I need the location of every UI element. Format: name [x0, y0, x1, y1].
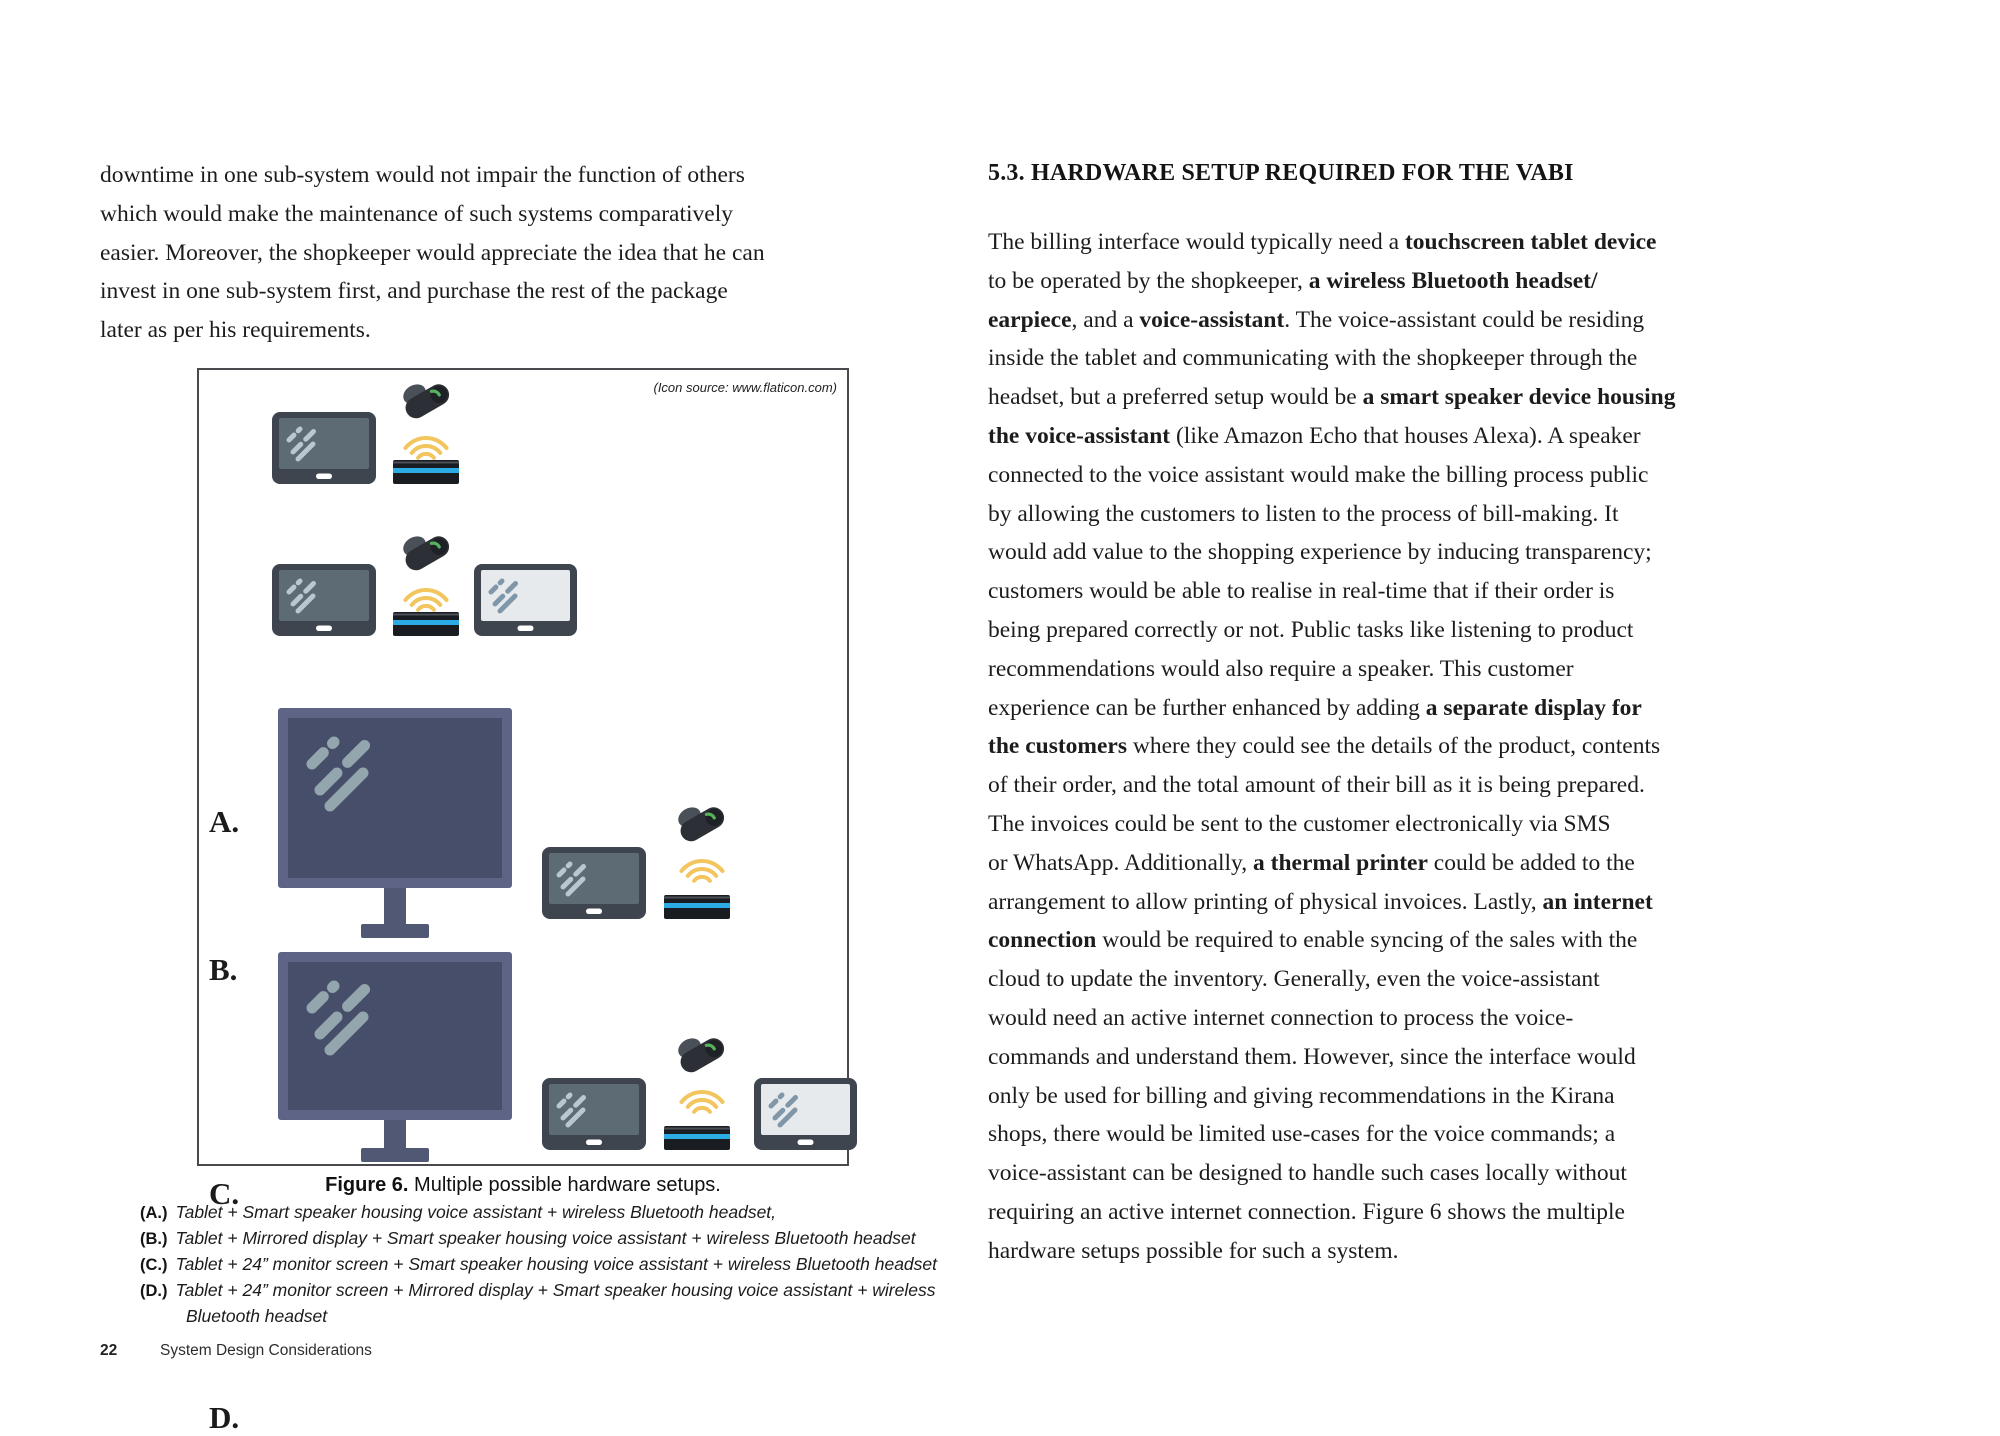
text-line: would need an active internet connection to process the voice- [988, 1004, 1574, 1031]
smart-speaker-icon [664, 1126, 730, 1150]
wifi-waves-icon [402, 584, 450, 614]
text-line: invest in one sub-system first, and purchase the rest of the package [100, 278, 728, 305]
icon-source-note: (Icon source: www.flaticon.com) [653, 380, 837, 395]
smart-speaker-icon [393, 460, 459, 484]
figure-item-line [140, 1254, 937, 1275]
text-line: experience can be further enhanced by adding a separate display for [988, 694, 1642, 721]
text-line: of their order, and the total amount of their bill as it is being prepared. [988, 772, 1645, 799]
text-line: customers would be able to realise in real-time that if their order is [988, 578, 1615, 605]
text-line: later as per his requirements. [100, 317, 371, 344]
text-line: or WhatsApp. Additionally, a thermal printer could be added to the [988, 849, 1635, 876]
text-line: The invoices could be sent to the customer electronically via SMS [988, 810, 1611, 837]
text-line: inside the tablet and communicating with the shopkeeper through the [988, 345, 1638, 372]
mirrored-display-icon [754, 1078, 857, 1150]
figure-item-text: Tablet + Smart speaker housing voice assistant + wireless Bluetooth headset, [175, 1202, 777, 1222]
monitor-icon [278, 708, 512, 938]
left-column-paragraph [100, 156, 765, 350]
figure-row-label-b: B. [209, 952, 238, 987]
bluetooth-headset-icon [675, 1028, 727, 1074]
text-line: which would make the maintenance of such systems comparatively [100, 200, 734, 227]
text-line: connected to the voice assistant would make the billing process public [988, 461, 1649, 488]
text-line: shops, there would be limited use-cases for the voice commands; a [988, 1121, 1616, 1148]
text-line: commands and understand them. However, since the interface would [988, 1043, 1636, 1070]
bluetooth-headset-icon [400, 526, 452, 572]
text-line: would add value to the shopping experience by inducing transparency; [988, 539, 1652, 566]
text-line: cloud to update the inventory. Generally, even the voice-assistant [988, 966, 1600, 993]
tablet-icon [272, 564, 376, 636]
bluetooth-headset-icon [400, 374, 452, 420]
text-line: earpiece, and a voice-assistant. The voice-assistant could be residing [988, 306, 1645, 333]
figure-item-text: Tablet + 24” monitor screen + Mirrored display + Smart speaker housing voice assistant + wireless [175, 1280, 936, 1300]
smart-speaker-icon [393, 612, 459, 636]
text-line: only be used for billing and giving recommendations in the Kirana [988, 1082, 1615, 1109]
figure-row-label-c: C. [209, 1176, 240, 1211]
mirrored-display-icon [474, 564, 577, 636]
figure-item-text: Tablet + 24” monitor screen + Smart speaker housing voice assistant + wireless Bluetooth headset [175, 1254, 938, 1274]
tablet-icon [542, 847, 646, 919]
monitor-icon [278, 952, 512, 1162]
text-line: The billing interface would typically need a touchscreen tablet device [988, 229, 1657, 255]
figure-item-text: Tablet + Mirrored display + Smart speaker housing voice assistant + wireless Bluetooth headset [175, 1228, 916, 1248]
wifi-waves-icon [402, 432, 450, 462]
text-line: headset, but a preferred setup would be a smart speaker device housing [988, 384, 1676, 411]
text-line: the voice-assistant (like Amazon Echo that houses Alexa). A speaker [988, 422, 1641, 449]
text-line: being prepared correctly or not. Public tasks like listening to product [988, 616, 1634, 643]
text-line: the customers where they could see the details of the product, contents [988, 733, 1661, 760]
text-line: connection would be required to enable syncing of the sales with the [988, 927, 1638, 954]
figure-row-label-d: D. [209, 1400, 240, 1435]
figure-item-label: (B.) [140, 1230, 168, 1248]
figure-item-line [186, 1306, 327, 1327]
figure-row-label-a: A. [209, 804, 240, 839]
text-line: recommendations would also require a speaker. This customer [988, 655, 1574, 682]
wifi-waves-icon [678, 855, 726, 885]
figure-item-line [140, 1202, 776, 1223]
figure-item-text: Bluetooth headset [186, 1306, 328, 1326]
smart-speaker-icon [664, 895, 730, 919]
text-line: easier. Moreover, the shopkeeper would appreciate the idea that he can [100, 239, 765, 266]
tablet-icon [272, 412, 376, 484]
section-heading: 5.3. HARDWARE SETUP REQUIRED FOR THE VABI [988, 160, 1574, 186]
figure-caption [197, 1174, 849, 1197]
text-line: by allowing the customers to listen to the process of bill-making. It [988, 500, 1619, 527]
text-line: downtime in one sub-system would not impair the function of others [100, 162, 745, 188]
text-line: requiring an active internet connection. Figure 6 shows the multiple [988, 1198, 1625, 1225]
figure-item-label: (A.) [140, 1204, 168, 1222]
figure-item-line [140, 1280, 936, 1301]
figure-item-line [140, 1228, 916, 1249]
text-line: arrangement to allow printing of physical invoices. Lastly, an internet [988, 888, 1653, 915]
text-line: hardware setups possible for such a system. [988, 1237, 1399, 1264]
footer-section-title: System Design Considerations [160, 1342, 372, 1359]
text-line: voice-assistant can be designed to handle such cases locally without [988, 1160, 1627, 1187]
right-column-paragraph [988, 223, 1675, 1271]
bluetooth-headset-icon [675, 797, 727, 843]
text-line: to be operated by the shopkeeper, a wireless Bluetooth headset/ [988, 267, 1598, 294]
wifi-waves-icon [678, 1086, 726, 1116]
figure-caption-label: Figure 6. [325, 1174, 409, 1196]
tablet-icon [542, 1078, 646, 1150]
figure-caption-text: Multiple possible hardware setups. [408, 1174, 721, 1196]
page-number: 22 [100, 1342, 118, 1359]
figure-item-label: (C.) [140, 1256, 168, 1274]
figure-item-label: (D.) [140, 1282, 168, 1300]
